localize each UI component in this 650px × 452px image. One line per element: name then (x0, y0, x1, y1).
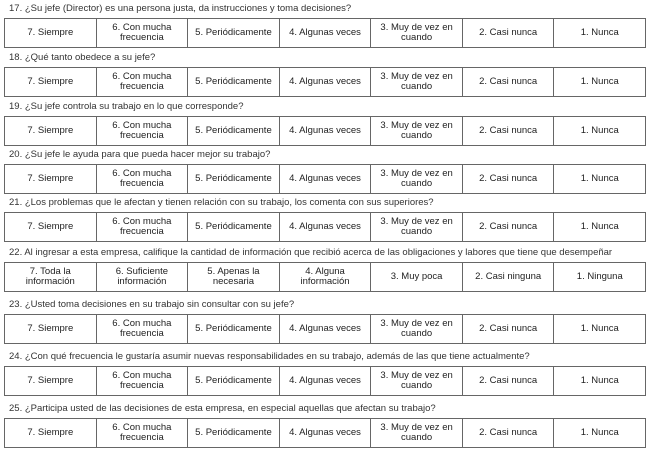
answer-option-label: 4. Algunas veces (289, 426, 361, 438)
answer-option[interactable] (188, 68, 280, 96)
answer-option-label: 6. Con mucha frecuencia (112, 21, 172, 43)
answer-option-label: 2. Casi nunca (479, 124, 538, 136)
question-text: 25. ¿Participa usted de las decisiones de esta empresa, en especial aquellas que afectan su trabajo? (9, 403, 436, 414)
answer-option[interactable] (554, 68, 646, 96)
answer-option[interactable] (280, 165, 372, 193)
answer-option-label: 2. Casi nunca (479, 26, 538, 38)
answer-options-row (4, 418, 646, 448)
answer-option[interactable] (371, 315, 463, 343)
answer-option-label: 2. Casi nunca (479, 172, 538, 184)
answer-option[interactable] (188, 213, 280, 241)
answer-option[interactable] (97, 19, 189, 47)
answer-option[interactable] (463, 367, 555, 395)
answer-option-label: 6. Con mucha frecuencia (112, 215, 172, 237)
answer-option-label: 1. Nunca (580, 75, 619, 87)
answer-option-label: 5. Periódicamente (195, 322, 272, 334)
answer-option[interactable] (97, 213, 189, 241)
answer-option-label: 4. Algunas veces (289, 172, 361, 184)
answer-option[interactable] (280, 117, 372, 145)
answer-option[interactable] (554, 419, 646, 447)
answer-option-label: 3. Muy de vez en cuando (380, 167, 453, 189)
answer-option-label: 3. Muy de vez en cuando (380, 70, 453, 92)
answer-option[interactable] (371, 367, 463, 395)
answer-option-label: 4. Algunas veces (289, 124, 361, 136)
answer-option-label: 5. Periódicamente (195, 26, 272, 38)
answer-option-label: 4. Algunas veces (289, 26, 361, 38)
answer-option[interactable] (371, 68, 463, 96)
answer-option-label: 7. Siempre (27, 26, 74, 38)
answer-option[interactable] (463, 213, 555, 241)
answer-option[interactable] (97, 419, 189, 447)
answer-option-label: 7. Siempre (27, 374, 74, 386)
answer-option-label: 3. Muy de vez en cuando (380, 421, 453, 443)
answer-option[interactable] (5, 117, 97, 145)
answer-option-label: 4. Algunas veces (289, 374, 361, 386)
answer-option[interactable] (554, 117, 646, 145)
answer-option[interactable] (371, 213, 463, 241)
answer-option[interactable] (554, 315, 646, 343)
question-text: 22. Al ingresar a esta empresa, califique la cantidad de información que recibió acerca de las obligaciones y labores que tiene que desempeñar (9, 247, 613, 258)
answer-option-label: 5. Apenas la necesaria (207, 265, 260, 287)
answer-option[interactable] (97, 315, 189, 343)
answer-option-label: 4. Algunas veces (289, 75, 361, 87)
answer-option-label: 6. Con mucha frecuencia (112, 317, 172, 339)
answer-option-label: 4. Alguna información (300, 265, 350, 287)
answer-option-label: 6. Con mucha frecuencia (112, 119, 172, 141)
answer-options-row (4, 366, 646, 396)
answer-option-label: 3. Muy de vez en cuando (380, 369, 453, 391)
answer-option[interactable] (554, 165, 646, 193)
answer-option[interactable] (5, 419, 97, 447)
answer-option-label: 6. Con mucha frecuencia (112, 70, 172, 92)
answer-options-row (4, 212, 646, 242)
answer-option-label: 1. Nunca (580, 26, 619, 38)
answer-option-label: 5. Periódicamente (195, 374, 272, 386)
answer-option[interactable] (188, 419, 280, 447)
answer-option-label: 7. Siempre (27, 172, 74, 184)
answer-options-row (4, 116, 646, 146)
answer-option[interactable] (188, 19, 280, 47)
answer-option-label: 4. Algunas veces (289, 220, 361, 232)
answer-option[interactable] (188, 165, 280, 193)
answer-option-label: 2. Casi nunca (479, 374, 538, 386)
question-text: 17. ¿Su jefe (Director) es una persona justa, da instrucciones y toma decisiones? (9, 3, 352, 14)
answer-option[interactable] (280, 367, 372, 395)
answer-option[interactable] (280, 68, 372, 96)
answer-options-row (4, 314, 646, 344)
answer-option-label: 7. Siempre (27, 75, 74, 87)
answer-option-label: 5. Periódicamente (195, 124, 272, 136)
answer-options-row (4, 18, 646, 48)
question-text: 24. ¿Con qué frecuencia le gustaría asumir nuevas responsabilidades en su trabajo, además de las que tiene actualmente? (9, 351, 530, 362)
answer-option-label: 7. Siempre (27, 322, 74, 334)
question-block (0, 403, 650, 443)
answer-option[interactable] (188, 367, 280, 395)
answer-option[interactable] (463, 263, 555, 291)
answer-option-label: 2. Casi nunca (479, 322, 538, 334)
answer-option-label: 1. Nunca (580, 426, 619, 438)
answer-option[interactable] (5, 213, 97, 241)
answer-option-label: 2. Casi nunca (479, 75, 538, 87)
question-text: 21. ¿Los problemas que le afectan y tienen relación con su trabajo, los comenta con sus superiores? (9, 197, 434, 208)
answer-option-label: 7. Siempre (27, 220, 74, 232)
answer-option-label: 5. Periódicamente (195, 220, 272, 232)
answer-option-label: 1. Nunca (580, 322, 619, 334)
answer-option-label: 3. Muy de vez en cuando (380, 119, 453, 141)
answer-option[interactable] (463, 19, 555, 47)
answer-option-label: 7. Siempre (27, 426, 74, 438)
answer-option[interactable] (97, 263, 189, 291)
question-block (0, 197, 650, 237)
answer-option-label: 1. Ninguna (576, 270, 623, 282)
answer-option-label: 2. Casi ninguna (475, 270, 542, 282)
answer-option-label: 7. Siempre (27, 124, 74, 136)
answer-option-label: 1. Nunca (580, 374, 619, 386)
question-block (0, 149, 650, 189)
answer-options-row (4, 164, 646, 194)
answer-option-label: 1. Nunca (580, 220, 619, 232)
answer-option-label: 2. Casi nunca (479, 426, 538, 438)
answer-options-row (4, 67, 646, 97)
answer-option-label: 2. Casi nunca (479, 220, 538, 232)
question-block (0, 299, 650, 339)
answer-option[interactable] (188, 263, 280, 291)
answer-option-label: 3. Muy poca (390, 270, 443, 282)
answer-option-label: 6. Con mucha frecuencia (112, 369, 172, 391)
answer-option-label: 5. Periódicamente (195, 172, 272, 184)
answer-option[interactable] (5, 263, 97, 291)
answer-option[interactable] (463, 117, 555, 145)
answer-option-label: 1. Nunca (580, 124, 619, 136)
answer-option[interactable] (371, 19, 463, 47)
question-block (0, 3, 650, 43)
answer-option[interactable] (463, 315, 555, 343)
question-block (0, 247, 650, 287)
question-text: 23. ¿Usted toma decisiones en su trabajo sin consultar con su jefe? (9, 299, 295, 310)
answer-options-row (4, 262, 646, 292)
answer-option-label: 6. Suficiente información (115, 265, 169, 287)
answer-option-label: 5. Periódicamente (195, 75, 272, 87)
answer-option-label: 3. Muy de vez en cuando (380, 317, 453, 339)
answer-option[interactable] (5, 68, 97, 96)
answer-option[interactable] (463, 165, 555, 193)
answer-option-label: 6. Con mucha frecuencia (112, 421, 172, 443)
answer-option[interactable] (97, 68, 189, 96)
answer-option[interactable] (371, 263, 463, 291)
answer-option[interactable] (280, 263, 372, 291)
answer-option[interactable] (5, 315, 97, 343)
answer-option-label: 5. Periódicamente (195, 426, 272, 438)
answer-option[interactable] (188, 117, 280, 145)
answer-option[interactable] (97, 367, 189, 395)
answer-option[interactable] (554, 263, 646, 291)
answer-option[interactable] (554, 213, 646, 241)
answer-option-label: 3. Muy de vez en cuando (380, 215, 453, 237)
answer-option-label: 4. Algunas veces (289, 322, 361, 334)
answer-option[interactable] (5, 367, 97, 395)
answer-option[interactable] (280, 19, 372, 47)
answer-option[interactable] (97, 165, 189, 193)
answer-option[interactable] (5, 165, 97, 193)
answer-option[interactable] (463, 68, 555, 96)
answer-option[interactable] (280, 419, 372, 447)
answer-option[interactable] (554, 367, 646, 395)
question-text: 19. ¿Su jefe controla su trabajo en lo que corresponde? (9, 101, 244, 112)
answer-option-label: 3. Muy de vez en cuando (380, 21, 453, 43)
answer-option[interactable] (280, 213, 372, 241)
answer-option[interactable] (554, 19, 646, 47)
answer-option[interactable] (5, 19, 97, 47)
question-block (0, 351, 650, 391)
answer-option-label: 7. Toda la información (25, 265, 75, 287)
answer-option-label: 1. Nunca (580, 172, 619, 184)
answer-option[interactable] (371, 419, 463, 447)
question-block (0, 101, 650, 141)
answer-option[interactable] (371, 165, 463, 193)
question-block (0, 52, 650, 92)
answer-option[interactable] (463, 419, 555, 447)
question-text: 20. ¿Su jefe le ayuda para que pueda hacer mejor su trabajo? (9, 149, 271, 160)
answer-option-label: 6. Con mucha frecuencia (112, 167, 172, 189)
answer-option[interactable] (280, 315, 372, 343)
answer-option[interactable] (97, 117, 189, 145)
answer-option[interactable] (371, 117, 463, 145)
question-text: 18. ¿Qué tanto obedece a su jefe? (9, 52, 156, 63)
answer-option[interactable] (188, 315, 280, 343)
